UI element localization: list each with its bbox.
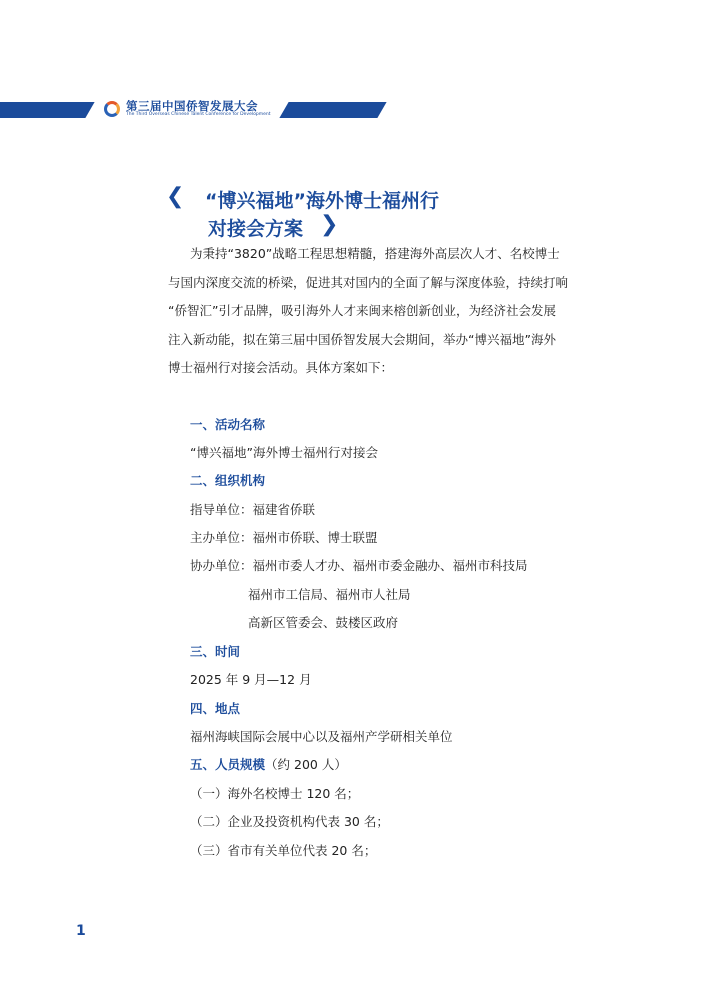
section-heading: 三、时间	[190, 644, 241, 659]
intro-line: 注入新动能，拟在第三届中国侨智发展大会期间，举办“博兴福地”海外	[168, 332, 556, 347]
chevron-left-icon: ❮	[166, 184, 185, 209]
section-heading: 一、活动名称	[190, 417, 266, 432]
co-unit-cont: 高新区管委会、鼓楼区政府	[248, 615, 399, 630]
section-heading: 五、人员规模	[190, 757, 266, 772]
list-item: （二）企业及投资机构代表 30 名；	[190, 814, 389, 829]
header-bar-left	[0, 102, 95, 118]
intro-line: “侨智汇”引才品牌，吸引海外人才来闽来榕创新创业，为经济社会发展	[168, 303, 556, 318]
list-item: （一）海外名校博士 120 名；	[190, 786, 360, 801]
section-text: 2025 年 9 月—12 月	[190, 672, 312, 687]
co-unit-cont: 福州市工信局、福州市人社局	[248, 587, 411, 602]
page-number: 1	[76, 923, 86, 939]
conference-logo	[104, 100, 270, 118]
chevron-right-icon: ❯	[320, 212, 339, 237]
intro-line: 与国内深度交流的桥梁，促进其对国内的全面了解与深度体验，持续打响	[168, 275, 569, 290]
section-heading: 二、组织机构	[190, 473, 266, 488]
intro-line: 博士福州行对接会活动。具体方案如下：	[168, 360, 394, 375]
list-item: （三）省市有关单位代表 20 名；	[190, 843, 377, 858]
section-text: 福州海峡国际会展中心以及福州产学研相关单位	[190, 729, 453, 744]
co-unit: 协办单位：福州市委人才办、福州市委金融办、福州市科技局	[190, 558, 528, 573]
logo-icon	[104, 101, 120, 117]
section-heading: 四、地点	[190, 701, 241, 716]
logo-en: The Third Overseas Chinese Talent Conference for Development	[126, 112, 271, 117]
page-title-line2: 对接会方案	[208, 218, 304, 240]
intro-line: 为秉持“3820”战略工程思想精髓，搭建海外高层次人才、名校博士	[190, 246, 560, 261]
section-note: （约 200 人）	[265, 757, 347, 772]
page-title-line1: “博兴福地”海外博士福州行	[205, 190, 439, 212]
section-heading-row	[190, 757, 347, 773]
logo-cn: 第三届中国侨智发展大会	[126, 99, 258, 113]
guide-unit: 指导单位：福建省侨联	[190, 502, 316, 517]
section-text: “博兴福地”海外博士福州行对接会	[190, 445, 378, 460]
header-bar-right	[279, 102, 386, 118]
host-unit: 主办单位：福州市侨联、博士联盟	[190, 530, 378, 545]
